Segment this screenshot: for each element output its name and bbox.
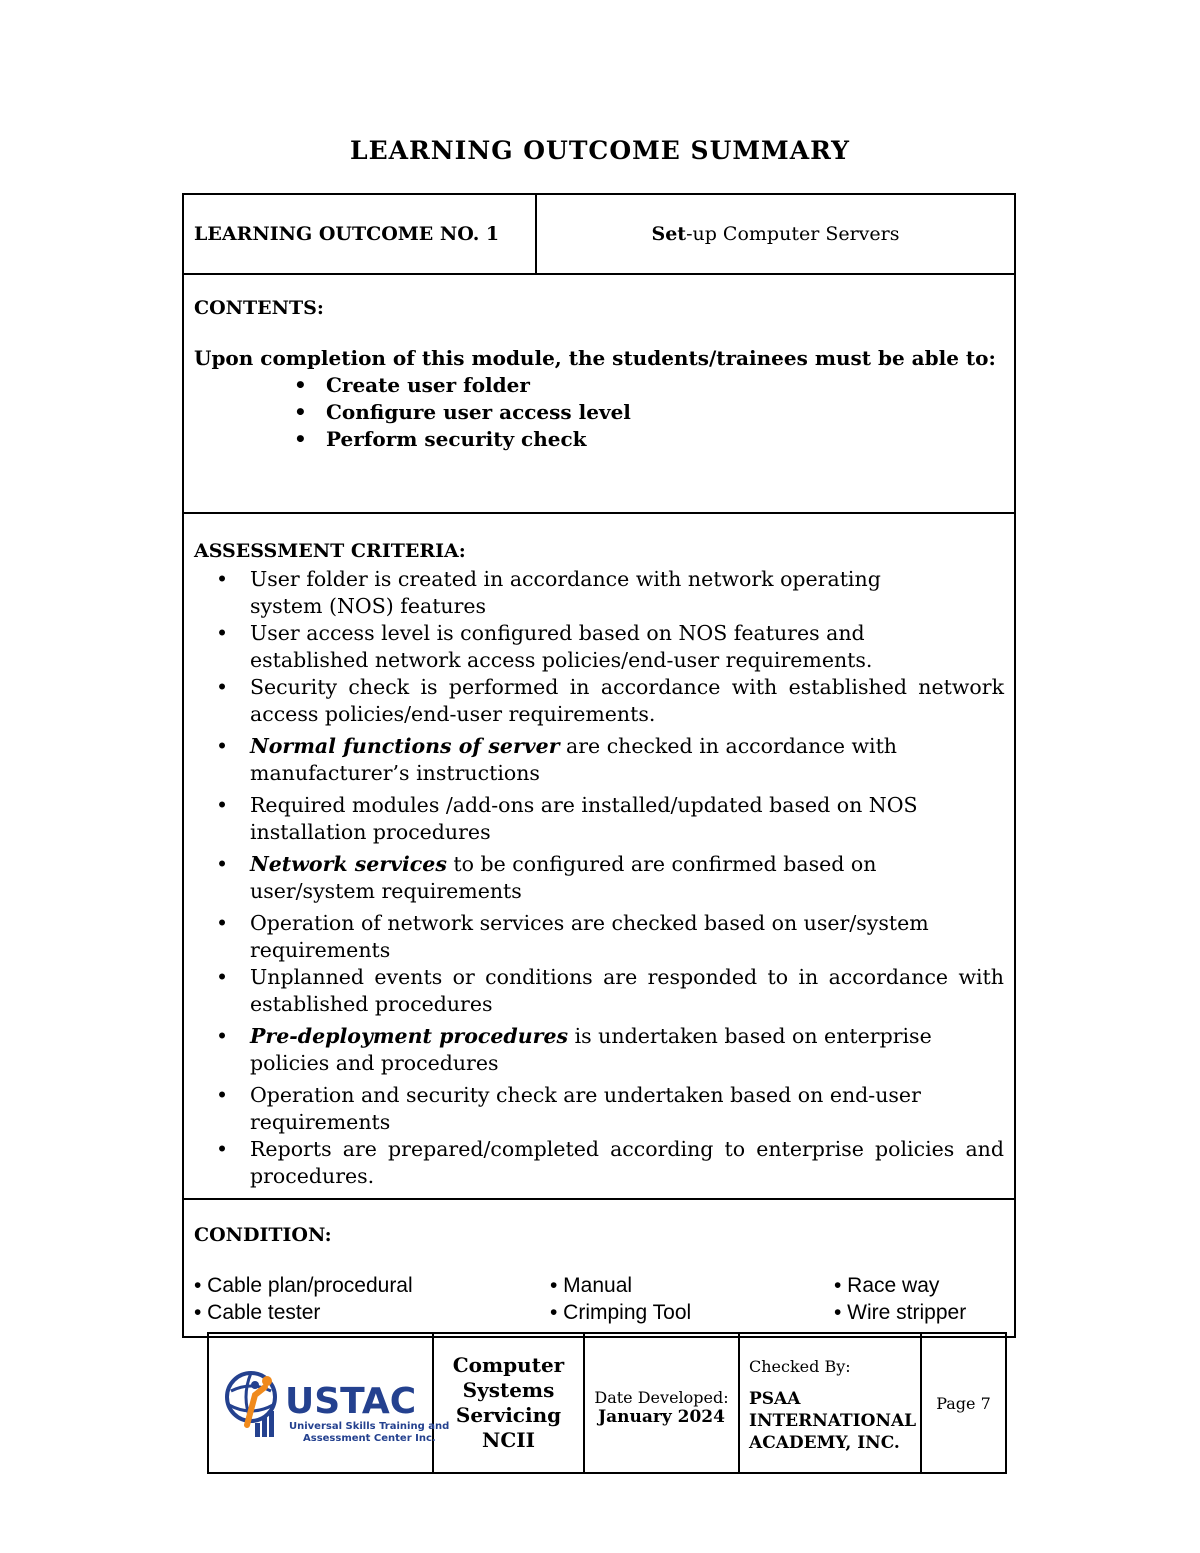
course-title-line: Computer <box>452 1353 565 1377</box>
learning-outcome-table <box>182 193 1016 1338</box>
course-title-cell <box>434 1334 585 1472</box>
list-item: • Network services to be configured are confirmed based on user/system requirements <box>214 851 1004 904</box>
list-item: • Wire stripper <box>834 1301 967 1324</box>
learning-outcome-value <box>537 195 1014 273</box>
list-item: • Operation and security check are undertaken based on end-user requirements <box>214 1082 1004 1135</box>
condition-header: CONDITION: <box>194 1224 332 1246</box>
list-item: • Operation of network services are checked based on user/system requirements <box>214 910 1004 963</box>
list-item: • Race way <box>834 1274 940 1297</box>
list-item: • User folder is created in accordance with network operating system (NOS) features <box>214 566 1004 619</box>
ustac-logo <box>221 1361 449 1445</box>
list-item: • Normal functions of server are checked in accordance with manufacturer’s instructions <box>214 733 1004 786</box>
list-item: • Cable tester <box>194 1301 321 1324</box>
checked-by-label: Checked By: <box>749 1357 851 1376</box>
contents-section <box>184 275 1014 514</box>
assessment-criteria-list <box>194 566 1004 1189</box>
list-item: • Cable plan/procedural <box>194 1274 413 1297</box>
date-developed-label: Date Developed: <box>594 1388 729 1407</box>
logo-tagline-2: Assessment Center Inc. <box>302 1433 436 1444</box>
document-footer <box>207 1332 1007 1474</box>
learning-outcome-value-rest: -up Computer Servers <box>686 223 900 245</box>
list-item: • Configure user access level <box>290 399 1004 426</box>
checked-by-org: PSAA INTERNATIONAL ACADEMY, INC. <box>749 1389 917 1453</box>
condition-list <box>194 1272 1004 1326</box>
logo-tagline-1: Universal Skills Training and <box>288 1421 449 1432</box>
list-item: • Manual <box>550 1274 633 1297</box>
assessment-criteria-header: ASSESSMENT CRITERIA: <box>194 540 466 562</box>
date-developed-cell <box>585 1334 740 1472</box>
list-item: • Create user folder <box>290 372 1004 399</box>
list-item: • Crimping Tool <box>550 1301 692 1324</box>
list-item: • Perform security check <box>290 426 1004 453</box>
list-item: • User access level is configured based on NOS features and established network access policies/end-user requirements. <box>214 620 1004 673</box>
contents-intro: Upon completion of this module, the students/trainees must be able to: <box>194 346 996 370</box>
checked-by-cell <box>740 1334 922 1472</box>
list-item: • Security check is performed in accordance with established network access policies/end-user requirements. <box>214 674 1004 727</box>
learning-outcome-value-bold: Set <box>651 223 687 245</box>
learning-outcome-row <box>184 195 1014 275</box>
logo-wordmark: USTAC <box>284 1381 416 1422</box>
page-number: Page 7 <box>936 1393 991 1413</box>
logo-cell <box>209 1334 449 1472</box>
contents-list <box>194 372 1004 453</box>
list-item: • Reports are prepared/completed according to enterprise policies and procedures. <box>214 1136 1004 1189</box>
assessment-criteria-section <box>184 514 1014 1200</box>
course-title-line: Servicing <box>455 1403 562 1427</box>
list-item: • Pre-deployment procedures is undertaken based on enterprise policies and procedures <box>214 1023 1004 1076</box>
contents-header: CONTENTS: <box>194 297 324 319</box>
page-title: LEARNING OUTCOME SUMMARY <box>349 136 850 165</box>
list-item: • Unplanned events or conditions are responded to in accordance with established procedures <box>214 964 1004 1017</box>
list-item: • Required modules /add-ons are installed/updated based on NOS installation procedures <box>214 792 1004 845</box>
learning-outcome-label: LEARNING OUTCOME NO. 1 <box>184 195 537 273</box>
condition-section <box>184 1200 1014 1336</box>
course-title-line: Systems <box>462 1378 555 1402</box>
date-developed-value: January 2024 <box>598 1407 725 1427</box>
course-title-line: NCII <box>482 1428 535 1452</box>
